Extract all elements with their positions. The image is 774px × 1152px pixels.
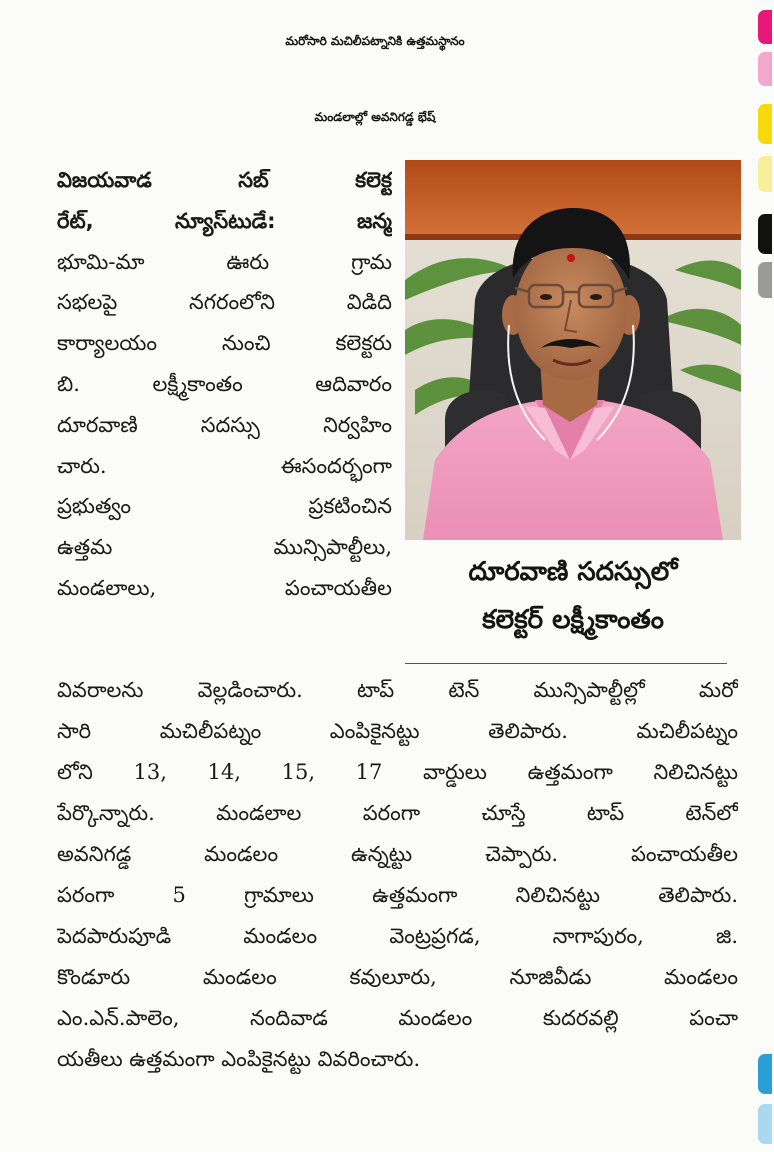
article-text-line: యతీలు ఉత్తమంగా ఎంపికైనట్టు వివరించారు. [57, 1047, 421, 1071]
article-text-line: వివరాలను వెల్లడించారు. టాప్ టెన్ మున్సిపాల్టీల్లో మరో [57, 678, 738, 702]
registration-mark [758, 262, 772, 298]
article-text-line: దూరవాణి సదస్సు నిర్వహిం [57, 412, 392, 437]
headline-line-2: మండలాల్లో అవనిగడ్డ భేష్ [314, 110, 436, 124]
article-dateline-line: రేట్, న్యూస్‌టుడే: జన్మ [57, 208, 392, 233]
article-text-line: ఉత్తమ మున్సిపాల్టీలు, [57, 535, 392, 560]
article-text-line: మండలాలు, పంచాయతీల [57, 575, 392, 600]
article-full-width-text [57, 670, 738, 1080]
article-text-line: లోని 13, 14, 15, 17 వార్డులు ఉత్తమంగా నిలిచినట్టు [57, 760, 738, 784]
article-text-line: పెదపారుపూడి మండలం వెంట్రప్రగడ, నాగాపురం, జి. [57, 924, 738, 948]
collector-photo [405, 160, 741, 540]
article-text-line: సభలపై నగరంలోని విడిది [57, 290, 392, 315]
article-text-line: పేర్కొన్నారు. మండలాల పరంగా చూస్తే టాప్ టెన్‌లో [57, 801, 738, 825]
caption-line-1: దూరవాణి సదస్సులో [468, 557, 678, 587]
registration-mark [758, 104, 772, 144]
article-text-line: ప్రభుత్వం ప్రకటించిన [57, 494, 392, 519]
registration-mark [758, 214, 772, 254]
registration-mark [758, 156, 772, 192]
article-column-text [57, 160, 392, 609]
person-portrait-image [405, 160, 741, 540]
article-text-line: కొండూరు మండలం కవులూరు, నూజివీడు మండలం [57, 965, 738, 989]
photo-caption [405, 548, 741, 644]
article-text-line: చారు. ఈసందర్భంగా [57, 453, 392, 478]
caption-line-2: కలెక్టర్ లక్ష్మీకాంతం [482, 605, 664, 635]
article-text-line: అవనిగడ్డ మండలం ఉన్నట్టు చెప్పారు. పంచాయతీల [57, 842, 738, 866]
article-text-line: భూమి-మా ఊరు గ్రామ [57, 249, 392, 274]
article-text-line: కార్యాలయం నుంచి కలెక్టరు [57, 331, 392, 356]
article-dateline-line: విజయవాడ సబ్ కలెక్ట [57, 168, 392, 192]
article-text-line: పరంగా 5 గ్రామాలు ఉత్తమంగా నిలిచినట్టు తెలిపారు. [57, 883, 738, 907]
article-text-line: బి. లక్ష్మీకాంతం ఆదివారం [57, 371, 392, 396]
article-text-line: ఎం.ఎన్.పాలెం, నందివాడ మండలం కుదరవల్లి పంచా [57, 1006, 738, 1030]
registration-mark [758, 1054, 772, 1094]
headline-line-1: మరోసారి మచిలీపట్నానికి ఉత్తమస్థానం [285, 34, 465, 48]
caption-divider [405, 663, 727, 664]
registration-mark [758, 1104, 772, 1144]
registration-mark [758, 10, 772, 44]
article-text-line: సారి మచిలీపట్నం ఎంపికైనట్టు తెలిపారు. మచిలీపట్నం [57, 719, 738, 743]
registration-mark [758, 52, 772, 86]
